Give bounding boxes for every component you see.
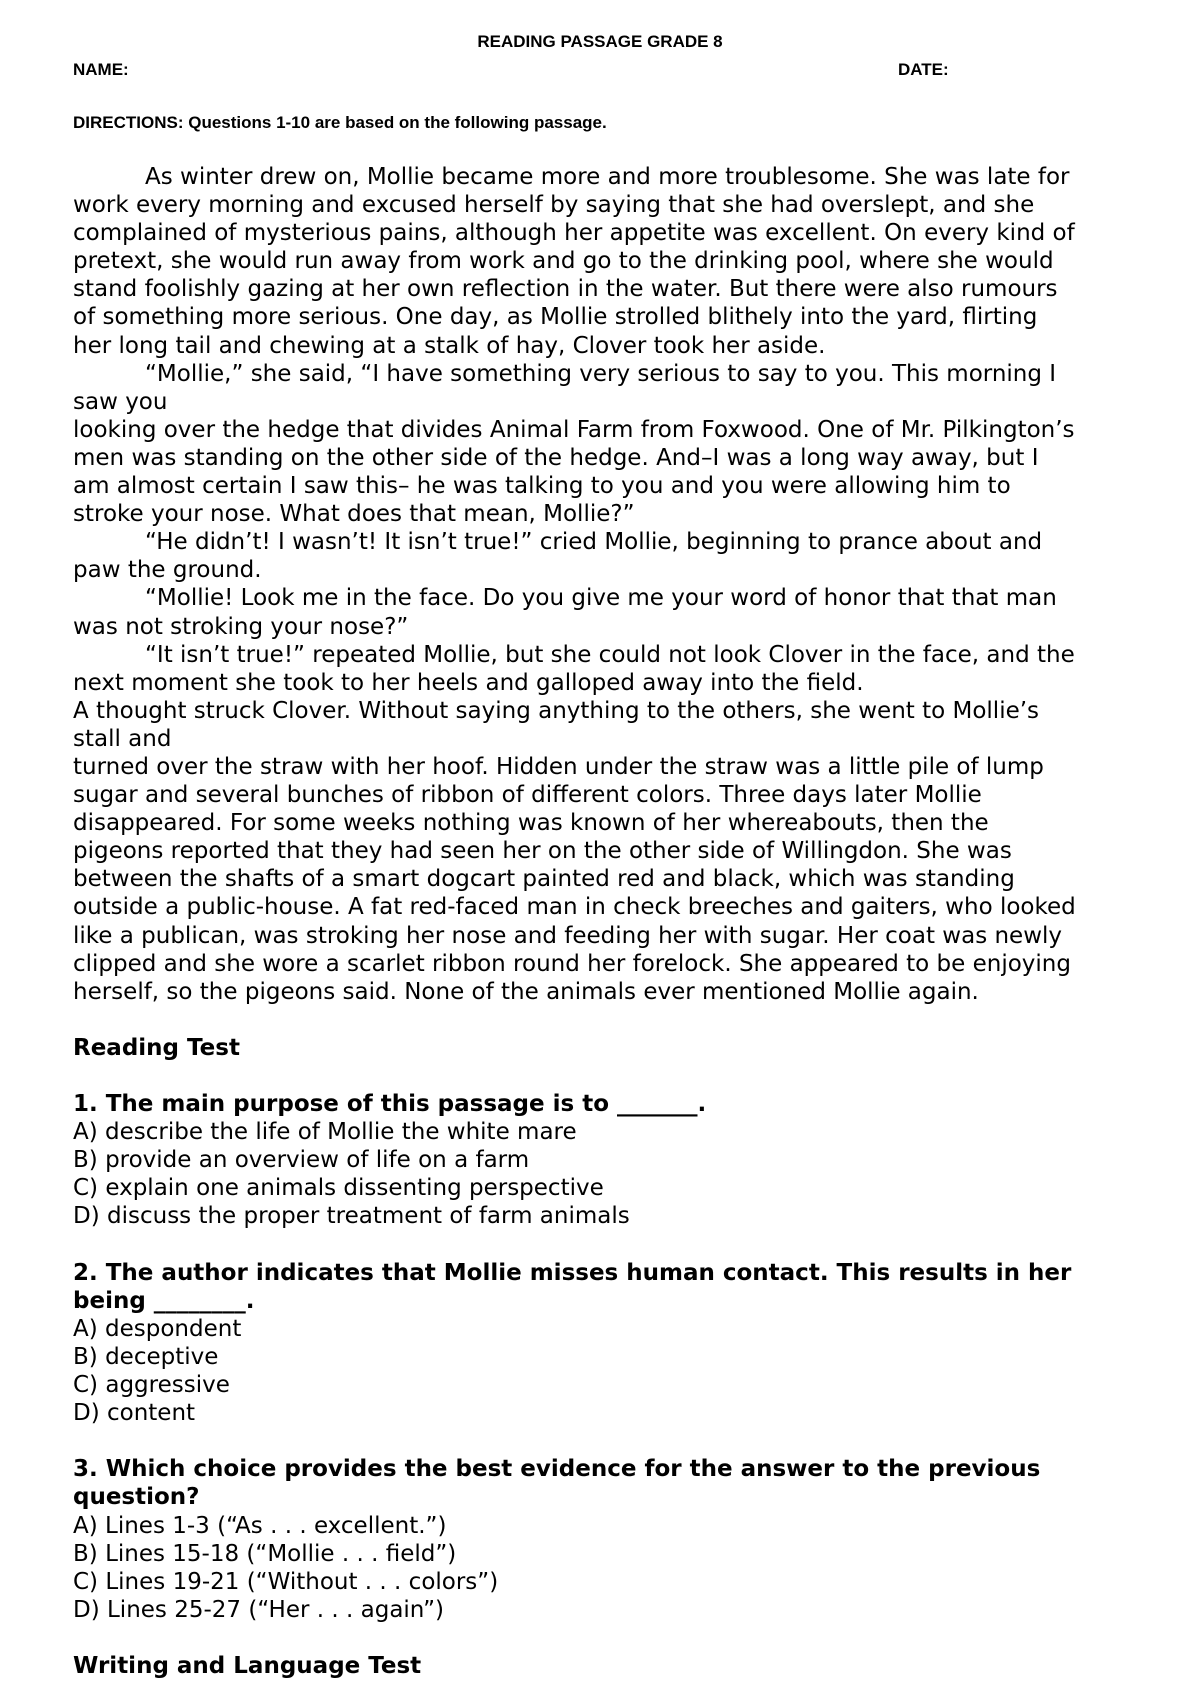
passage-line: work every morning and excused herself by saying that she had overslept, and she [73,192,1035,219]
answer-option: B) Lines 15-18 (“Mollie . . . field”) [73,1540,457,1567]
passage-line: stroke your nose. What does that mean, Mollie?” [73,501,635,528]
passage-line: complained of mysterious pains, although her appetite was excellent. On every kind of [73,220,1075,247]
page-title: READING PASSAGE GRADE 8 [477,32,723,51]
passage-line: “It isn’t true!” repeated Mollie, but she could not look Clover in the face, and the [145,641,1075,668]
passage-line: pretext, she would run away from work and go to the drinking pool, where she would [73,248,1054,275]
passage-line: am almost certain I saw this– he was talking to you and you were allowing him to [73,473,1011,500]
writing-test-heading: Writing and Language Test [73,1652,422,1679]
answer-option: A) despondent [73,1315,242,1342]
passage-line: paw the ground. [73,557,262,584]
date-label: DATE: [898,60,949,79]
passage-line: looking over the hedge that divides Animal Farm from Foxwood. One of Mr. Pilkington’s [73,416,1075,443]
question-2-stem: 2. The author indicates that Mollie misses human contact. This results in her [73,1259,1072,1286]
answer-option: D) content [73,1400,196,1427]
answer-option: D) Lines 25-27 (“Her . . . again”) [73,1596,445,1623]
passage-line: next moment she took to her heels and galloped away into the field. [73,669,864,696]
answer-option: B) deceptive [73,1343,219,1370]
passage-line: disappeared. For some weeks nothing was known of her whereabouts, then the [73,810,989,837]
passage-line: like a publican, was stroking her nose and feeding her with sugar. Her coat was newly [73,922,1063,949]
passage-line: stall and [73,725,172,752]
passage-line: pigeons reported that they had seen her on the other side of Willingdon. She was [73,838,1012,865]
answer-option: B) provide an overview of life on a farm [73,1147,530,1174]
passage-line: was not stroking your nose?” [73,613,409,640]
passage [73,163,1183,1680]
passage-line: stand foolishly gazing at her own reflection in the water. But there were also rumours [73,276,1058,303]
answer-option: A) describe the life of Mollie the white mare [73,1119,577,1146]
passage-line: of something more serious. One day, as Mollie strolled blithely into the yard, flirting [73,304,1038,331]
name-label: NAME: [73,60,129,79]
passage-line: her long tail and chewing at a stalk of hay, Clover took her aside. [73,332,826,359]
question-2-stem: being ________. [73,1287,255,1314]
passage-line: As winter drew on, Mollie became more and more troublesome. She was late for [145,164,1070,190]
question-3-stem: question? [73,1484,200,1511]
answer-option: C) aggressive [73,1372,230,1399]
passage-line: sugar and several bunches of ribbon of different colors. Three days later Mollie [73,782,982,809]
passage-line: “Mollie! Look me in the face. Do you give me your word of honor that that man [145,585,1057,612]
answer-option: D) discuss the proper treatment of farm animals [73,1203,630,1230]
passage-line: clipped and she wore a scarlet ribbon round her forelock. She appeared to be enjoying [73,950,1071,977]
passage-line: saw you [73,388,168,415]
passage-line: men was standing on the other side of the hedge. And–I was a long way away, but I [73,444,1039,471]
answer-option: A) Lines 1-3 (“As . . . excellent.”) [73,1512,447,1539]
passage-line: turned over the straw with her hoof. Hidden under the straw was a little pile of lump [73,753,1044,780]
passage-line: “Mollie,” she said, “I have something very serious to say to you. This morning I [145,360,1057,387]
question-1-stem: 1. The main purpose of this passage is to _______. [73,1091,707,1118]
answer-option: C) Lines 19-21 (“Without . . . colors”) [73,1568,499,1595]
directions-text: DIRECTIONS: Questions 1-10 are based on the following passage. [73,113,607,132]
answer-option: C) explain one animals dissenting perspective [73,1175,604,1202]
passage-line: between the shafts of a smart dogcart painted red and black, which was standing [73,866,1015,893]
question-3-stem: 3. Which choice provides the best evidence for the answer to the previous [73,1456,1041,1483]
passage-line: herself, so the pigeons said. None of the animals ever mentioned Mollie again. [73,978,979,1005]
passage-line: “He didn’t! I wasn’t! It isn’t true!” cried Mollie, beginning to prance about and [145,529,1043,556]
reading-test-heading: Reading Test [73,1034,240,1061]
passage-line: A thought struck Clover. Without saying anything to the others, she went to Mollie’s [73,697,1040,724]
passage-line: outside a public-house. A fat red-faced man in check breeches and gaiters, who looked [73,894,1076,921]
